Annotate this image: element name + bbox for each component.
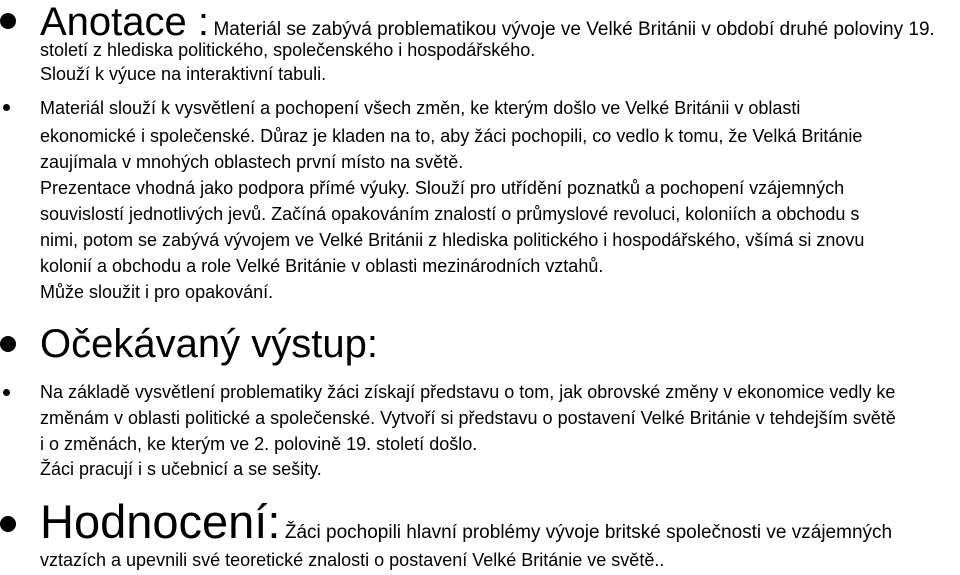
hodnoceni-inline-text: Žáci pochopili hlavní problémy vývoje britské společnosti ve vzájemných (284, 522, 893, 543)
anotace-text-line: Slouží k výuce na interaktivní tabuli. (40, 64, 327, 84)
vystup-heading: Očekávaný výstup: (40, 322, 378, 366)
anotace-point-line: Prezentace vhodná jako podpora přímé výuky. Slouží pro utřídění poznatků a pochopení vzájemných (40, 178, 845, 198)
anotace-point-line: souvislostí jednotlivých jevů. Začíná opakováním znalostí o průmyslové revoluci, koloniích a obchodu s (40, 204, 860, 224)
hodnoceni-text-line: vztazích a upevnili své teoretické znalosti o postavení Velké Británie ve světě.. (40, 550, 665, 570)
bullet-icon (3, 389, 10, 396)
anotace-heading: Anotace : (40, 0, 210, 44)
anotace-point-line: ekonomické i společenské. Důraz je kladen na to, aby žáci pochopili, co vedlo k tomu, že Velká Británie (40, 126, 863, 146)
bullet-icon (3, 104, 10, 111)
vystup-point-line: Žáci pracují i s učebnicí a se sešity. (40, 459, 322, 479)
vystup-point-line: změnám v oblasti politické a společenské. Vytvoří si představu o postavení Velké Británie v tehdejším světě (40, 408, 896, 428)
anotace-point-line: zaujímala v mnohých oblastech první místo na světě. (40, 152, 464, 172)
hodnoceni-heading: Hodnocení: (40, 495, 281, 548)
anotace-point-line: nimi, potom se zabývá vývojem ve Velké Británii z hlediska politického i hospodářského, všímá si znovu (40, 230, 865, 250)
vystup-point-line: i o změnách, ke kterým ve 2. polovině 19. století došlo. (40, 434, 478, 454)
anotace-point-line: kolonií a obchodu a role Velké Británie v oblasti mezinárodních vztahů. (40, 256, 604, 276)
hodnoceni-heading-line (40, 496, 892, 548)
anotace-point-line: Může sloužit i pro opakování. (40, 282, 274, 302)
bullet-icon (0, 336, 16, 352)
anotace-text-line: století z hlediska politického, společenského i hospodářského. (40, 40, 536, 60)
vystup-point-line: Na základě vysvětlení problematiky žáci získají představu o tom, jak obrovské změny v ekonomice vedly ke (40, 382, 896, 402)
anotace-text-line: Materiál se zabývá problematikou vývoje ve Velké Británii v období druhé poloviny 19. (213, 19, 935, 40)
bullet-icon (0, 13, 16, 29)
bullet-icon (0, 516, 16, 532)
anotace-point-line: Materiál slouží k vysvětlení a pochopení všech změn, ke kterým došlo ve Velké Británii v oblasti (40, 98, 801, 118)
